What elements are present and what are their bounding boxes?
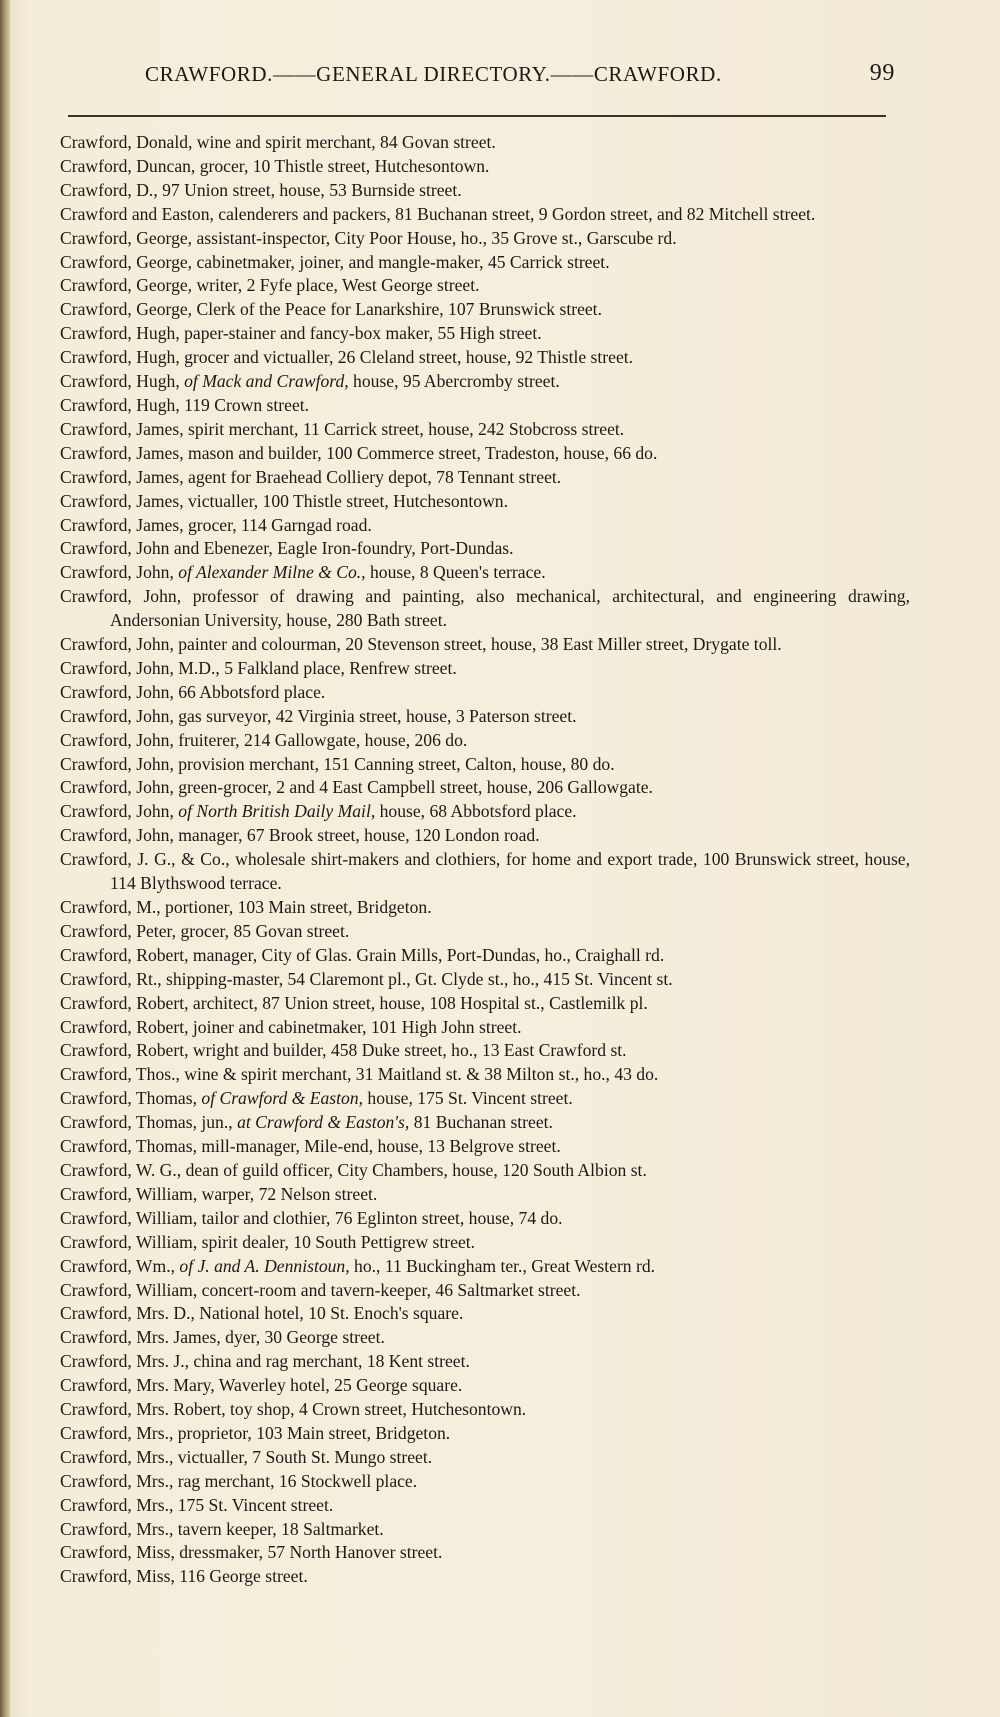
entry-firm-italic: of Mack and Crawford, [184, 371, 349, 392]
page-number: 99 [869, 60, 895, 86]
directory-entry [60, 800, 910, 824]
header-rule [68, 115, 886, 117]
entry-text: Crawford, Miss, dressmaker, 57 North Hanover street. [60, 1542, 443, 1563]
directory-entry [60, 729, 910, 753]
entry-firm-italic: of Alexander Milne & Co., [178, 562, 366, 583]
directory-entry [60, 1207, 910, 1231]
directory-entry [60, 227, 910, 251]
directory-entry [60, 1039, 910, 1063]
running-head-title: CRAWFORD.——GENERAL DIRECTORY.——CRAWFORD. [145, 62, 722, 86]
directory-entry [60, 1398, 910, 1422]
entry-text: Crawford, Hugh, 119 Crown street. [60, 394, 310, 415]
directory-entry [60, 585, 910, 633]
entry-text: Crawford, John, [60, 562, 179, 583]
entry-text: Crawford, Robert, architect, 87 Union street, house, 108 Hospital st., Castlemilk pl. [60, 992, 648, 1013]
entry-firm-italic: of J. and A. Dennistoun, [179, 1255, 350, 1276]
directory-entry [60, 1016, 910, 1040]
directory-entry [60, 155, 910, 179]
directory-entry [60, 1350, 910, 1374]
entry-text: Crawford, M., portioner, 103 Main street, Bridgeton. [60, 897, 432, 917]
entry-text: Crawford, George, assistant-inspector, City Poor House, ho., 35 Grove st., Garscube rd. [60, 227, 677, 248]
directory-entry [60, 274, 910, 298]
directory-entry [60, 633, 910, 657]
entry-text: house, 8 Queen's terrace. [365, 562, 546, 583]
entry-text: Crawford, Thomas, [60, 1088, 202, 1109]
entry-text: Crawford, Mrs., tavern keeper, 18 Saltmarket. [60, 1518, 384, 1539]
entry-text: Crawford, John, painter and colourman, 20 Stevenson street, house, 38 East Miller street, Drygate toll. [60, 634, 782, 655]
directory-entry [60, 1111, 910, 1135]
directory-entry [60, 1326, 910, 1350]
entry-text: Crawford, John, green-grocer, 2 and 4 East Campbell street, house, 206 Gallowgate. [60, 777, 653, 798]
entry-text: Crawford, John, manager, 67 Brook street, house, 120 London road. [60, 825, 540, 846]
entry-text: Crawford, William, concert-room and tavern-keeper, 46 Saltmarket street. [60, 1279, 581, 1300]
directory-entry [60, 179, 910, 203]
entry-text: Crawford, William, tailor and clothier, 76 Eglinton street, house, 74 do. [60, 1207, 563, 1228]
entry-text: Crawford, James, spirit merchant, 11 Carrick street, house, 242 Stobcross street. [60, 418, 625, 439]
directory-entry [60, 968, 910, 992]
entry-text: Crawford, Peter, grocer, 85 Govan street. [60, 920, 350, 941]
entry-text: Crawford, J. G., & Co., wholesale shirt-makers and clothiers, for home and export trade, 100 Brunswick street, house, 114 Blythswood terrace. [60, 849, 910, 894]
directory-entry [60, 561, 910, 585]
entry-text: Crawford, Hugh, [60, 371, 185, 392]
book-spine-edge [0, 0, 10, 1717]
entry-text: Crawford, D., 97 Union street, house, 53 Burnside street. [60, 179, 462, 200]
directory-entry [60, 944, 910, 968]
directory-entry [60, 131, 910, 155]
entry-text: house, 175 St. Vincent street. [363, 1088, 573, 1109]
entry-text: Crawford, John, provision merchant, 151 Canning street, Calton, house, 80 do. [60, 753, 615, 774]
entry-text: Crawford, John and Ebenezer, Eagle Iron-foundry, Port-Dundas. [60, 538, 514, 559]
entry-firm-italic: at Crawford & Easton's, [237, 1112, 410, 1133]
directory-entry [60, 657, 910, 681]
entry-text: Crawford, Mrs., 175 St. Vincent street. [60, 1494, 334, 1515]
directory-entry [60, 442, 910, 466]
directory-entry [60, 1135, 910, 1159]
entry-text: Crawford, Robert, joiner and cabinetmaker, 101 High John street. [60, 1016, 522, 1037]
directory-entry [60, 298, 910, 322]
entry-text: Crawford, James, victualler, 100 Thistle street, Hutchesontown. [60, 490, 508, 511]
entry-text: Crawford, Mrs., victualler, 7 South St. Mungo street. [60, 1446, 433, 1467]
entry-text: Crawford, Rt., shipping-master, 54 Claremont pl., Gt. Clyde st., ho., 415 St. Vincent st. [60, 968, 673, 989]
entry-text: Crawford, W. G., dean of guild officer, City Chambers, house, 120 South Albion st. [60, 1159, 647, 1180]
directory-entry [60, 776, 910, 800]
entry-text: Crawford, George, writer, 2 Fyfe place, West George street. [60, 275, 480, 296]
entry-text: Crawford, William, spirit dealer, 10 South Pettigrew street. [60, 1231, 476, 1252]
entry-text: Crawford, Robert, wright and builder, 458 Duke street, ho., 13 East Crawford st. [60, 1040, 627, 1061]
directory-entry [60, 394, 910, 418]
directory-entry [60, 920, 910, 944]
directory-entries [60, 131, 910, 1589]
entry-text: Crawford, James, grocer, 114 Garngad road. [60, 514, 372, 535]
directory-entry [60, 1565, 910, 1589]
directory-entry [60, 848, 910, 896]
entry-text: Crawford, Thomas, mill-manager, Mile-end, house, 13 Belgrove street. [60, 1136, 561, 1157]
directory-entry [60, 490, 910, 514]
directory-entry [60, 753, 910, 777]
entry-text: Crawford, Mrs. D., National hotel, 10 St. Enoch's square. [60, 1303, 464, 1324]
directory-entry [60, 1255, 910, 1279]
directory-entry [60, 1422, 910, 1446]
entry-text: house, 68 Abbotsford place. [375, 801, 577, 822]
entry-text: Crawford, Mrs. Mary, Waverley hotel, 25 George square. [60, 1375, 463, 1396]
directory-entry [60, 1302, 910, 1326]
entry-text: ho., 11 Buckingham ter., Great Western rd. [349, 1255, 656, 1276]
entry-firm-italic: of Crawford & Easton, [201, 1088, 364, 1109]
entry-text: Crawford and Easton, calenderers and packers, 81 Buchanan street, 9 Gordon street, and 82 Mitchell street. [60, 203, 816, 224]
entry-text: Crawford, John, [60, 801, 179, 822]
entry-text: Crawford, Donald, wine and spirit merchant, 84 Govan street. [60, 132, 496, 152]
entry-text: Crawford, Mrs., rag merchant, 16 Stockwell place. [60, 1470, 418, 1491]
entry-text: 81 Buchanan street. [409, 1112, 553, 1133]
directory-entry [60, 896, 910, 920]
entry-text: Crawford, Mrs. J., china and rag merchant, 18 Kent street. [60, 1351, 470, 1372]
directory-entry [60, 1470, 910, 1494]
directory-entry [60, 322, 910, 346]
directory-entry [60, 1279, 910, 1303]
entry-text: Crawford, Miss, 116 George street. [60, 1566, 308, 1587]
entry-text: Crawford, Wm., [60, 1255, 180, 1276]
entry-text: Crawford, John, 66 Abbotsford place. [60, 681, 326, 702]
directory-entry [60, 824, 910, 848]
directory-entry [60, 1374, 910, 1398]
entry-text: Crawford, Mrs. Robert, toy shop, 4 Crown street, Hutchesontown. [60, 1399, 527, 1420]
entry-text: house, 95 Abercromby street. [348, 371, 560, 392]
directory-entry [60, 466, 910, 490]
directory-entry [60, 418, 910, 442]
directory-entry [60, 370, 910, 394]
directory-entry [60, 203, 910, 227]
directory-entry [60, 346, 910, 370]
entry-text: Crawford, George, Clerk of the Peace for Lanarkshire, 107 Brunswick street. [60, 299, 602, 320]
entry-text: Crawford, Mrs. James, dyer, 30 George street. [60, 1327, 385, 1348]
entry-text: Crawford, Duncan, grocer, 10 Thistle street, Hutchesontown. [60, 155, 490, 176]
directory-entry [60, 1087, 910, 1111]
entry-text: Crawford, John, professor of drawing and painting, also mechanical, architectural, and engineering drawing, Andersonian University, house, 280 Bath street. [60, 586, 910, 631]
entry-text: Crawford, John, M.D., 5 Falkland place, Renfrew street. [60, 657, 457, 678]
entry-text: Crawford, George, cabinetmaker, joiner, and mangle-maker, 45 Carrick street. [60, 251, 610, 272]
directory-entry [60, 1231, 910, 1255]
entry-text: Crawford, Hugh, paper-stainer and fancy-box maker, 55 High street. [60, 323, 542, 344]
running-head [145, 62, 895, 92]
directory-entry [60, 1063, 910, 1087]
directory-entry [60, 514, 910, 538]
entry-text: Crawford, James, agent for Braehead Colliery depot, 78 Tennant street. [60, 466, 562, 487]
directory-entry [60, 992, 910, 1016]
directory-entry [60, 1541, 910, 1565]
directory-entry [60, 1446, 910, 1470]
directory-entry [60, 1183, 910, 1207]
entry-text: Crawford, James, mason and builder, 100 Commerce street, Tradeston, house, 66 do. [60, 442, 658, 463]
entry-text: Crawford, Thomas, jun., [60, 1112, 238, 1133]
entry-text: Crawford, William, warper, 72 Nelson street. [60, 1183, 378, 1204]
entry-text: Crawford, John, fruiterer, 214 Gallowgate, house, 206 do. [60, 729, 468, 750]
entry-text: Crawford, Mrs., proprietor, 103 Main street, Bridgeton. [60, 1422, 451, 1443]
entry-text: Crawford, Robert, manager, City of Glas. Grain Mills, Port-Dundas, ho., Craighall rd. [60, 944, 665, 965]
entry-text: Crawford, Hugh, grocer and victualler, 26 Cleland street, house, 92 Thistle street. [60, 347, 634, 368]
directory-entry [60, 537, 910, 561]
entry-text: Crawford, John, gas surveyor, 42 Virginia street, house, 3 Paterson street. [60, 705, 577, 726]
directory-entry [60, 1494, 910, 1518]
entry-firm-italic: of North British Daily Mail, [178, 801, 376, 822]
directory-entry [60, 1518, 910, 1542]
directory-entry [60, 1159, 910, 1183]
directory-entry [60, 681, 910, 705]
directory-entry [60, 705, 910, 729]
directory-entry [60, 251, 910, 275]
entry-text: Crawford, Thos., wine & spirit merchant, 31 Maitland st. & 38 Milton st., ho., 43 do. [60, 1064, 659, 1085]
